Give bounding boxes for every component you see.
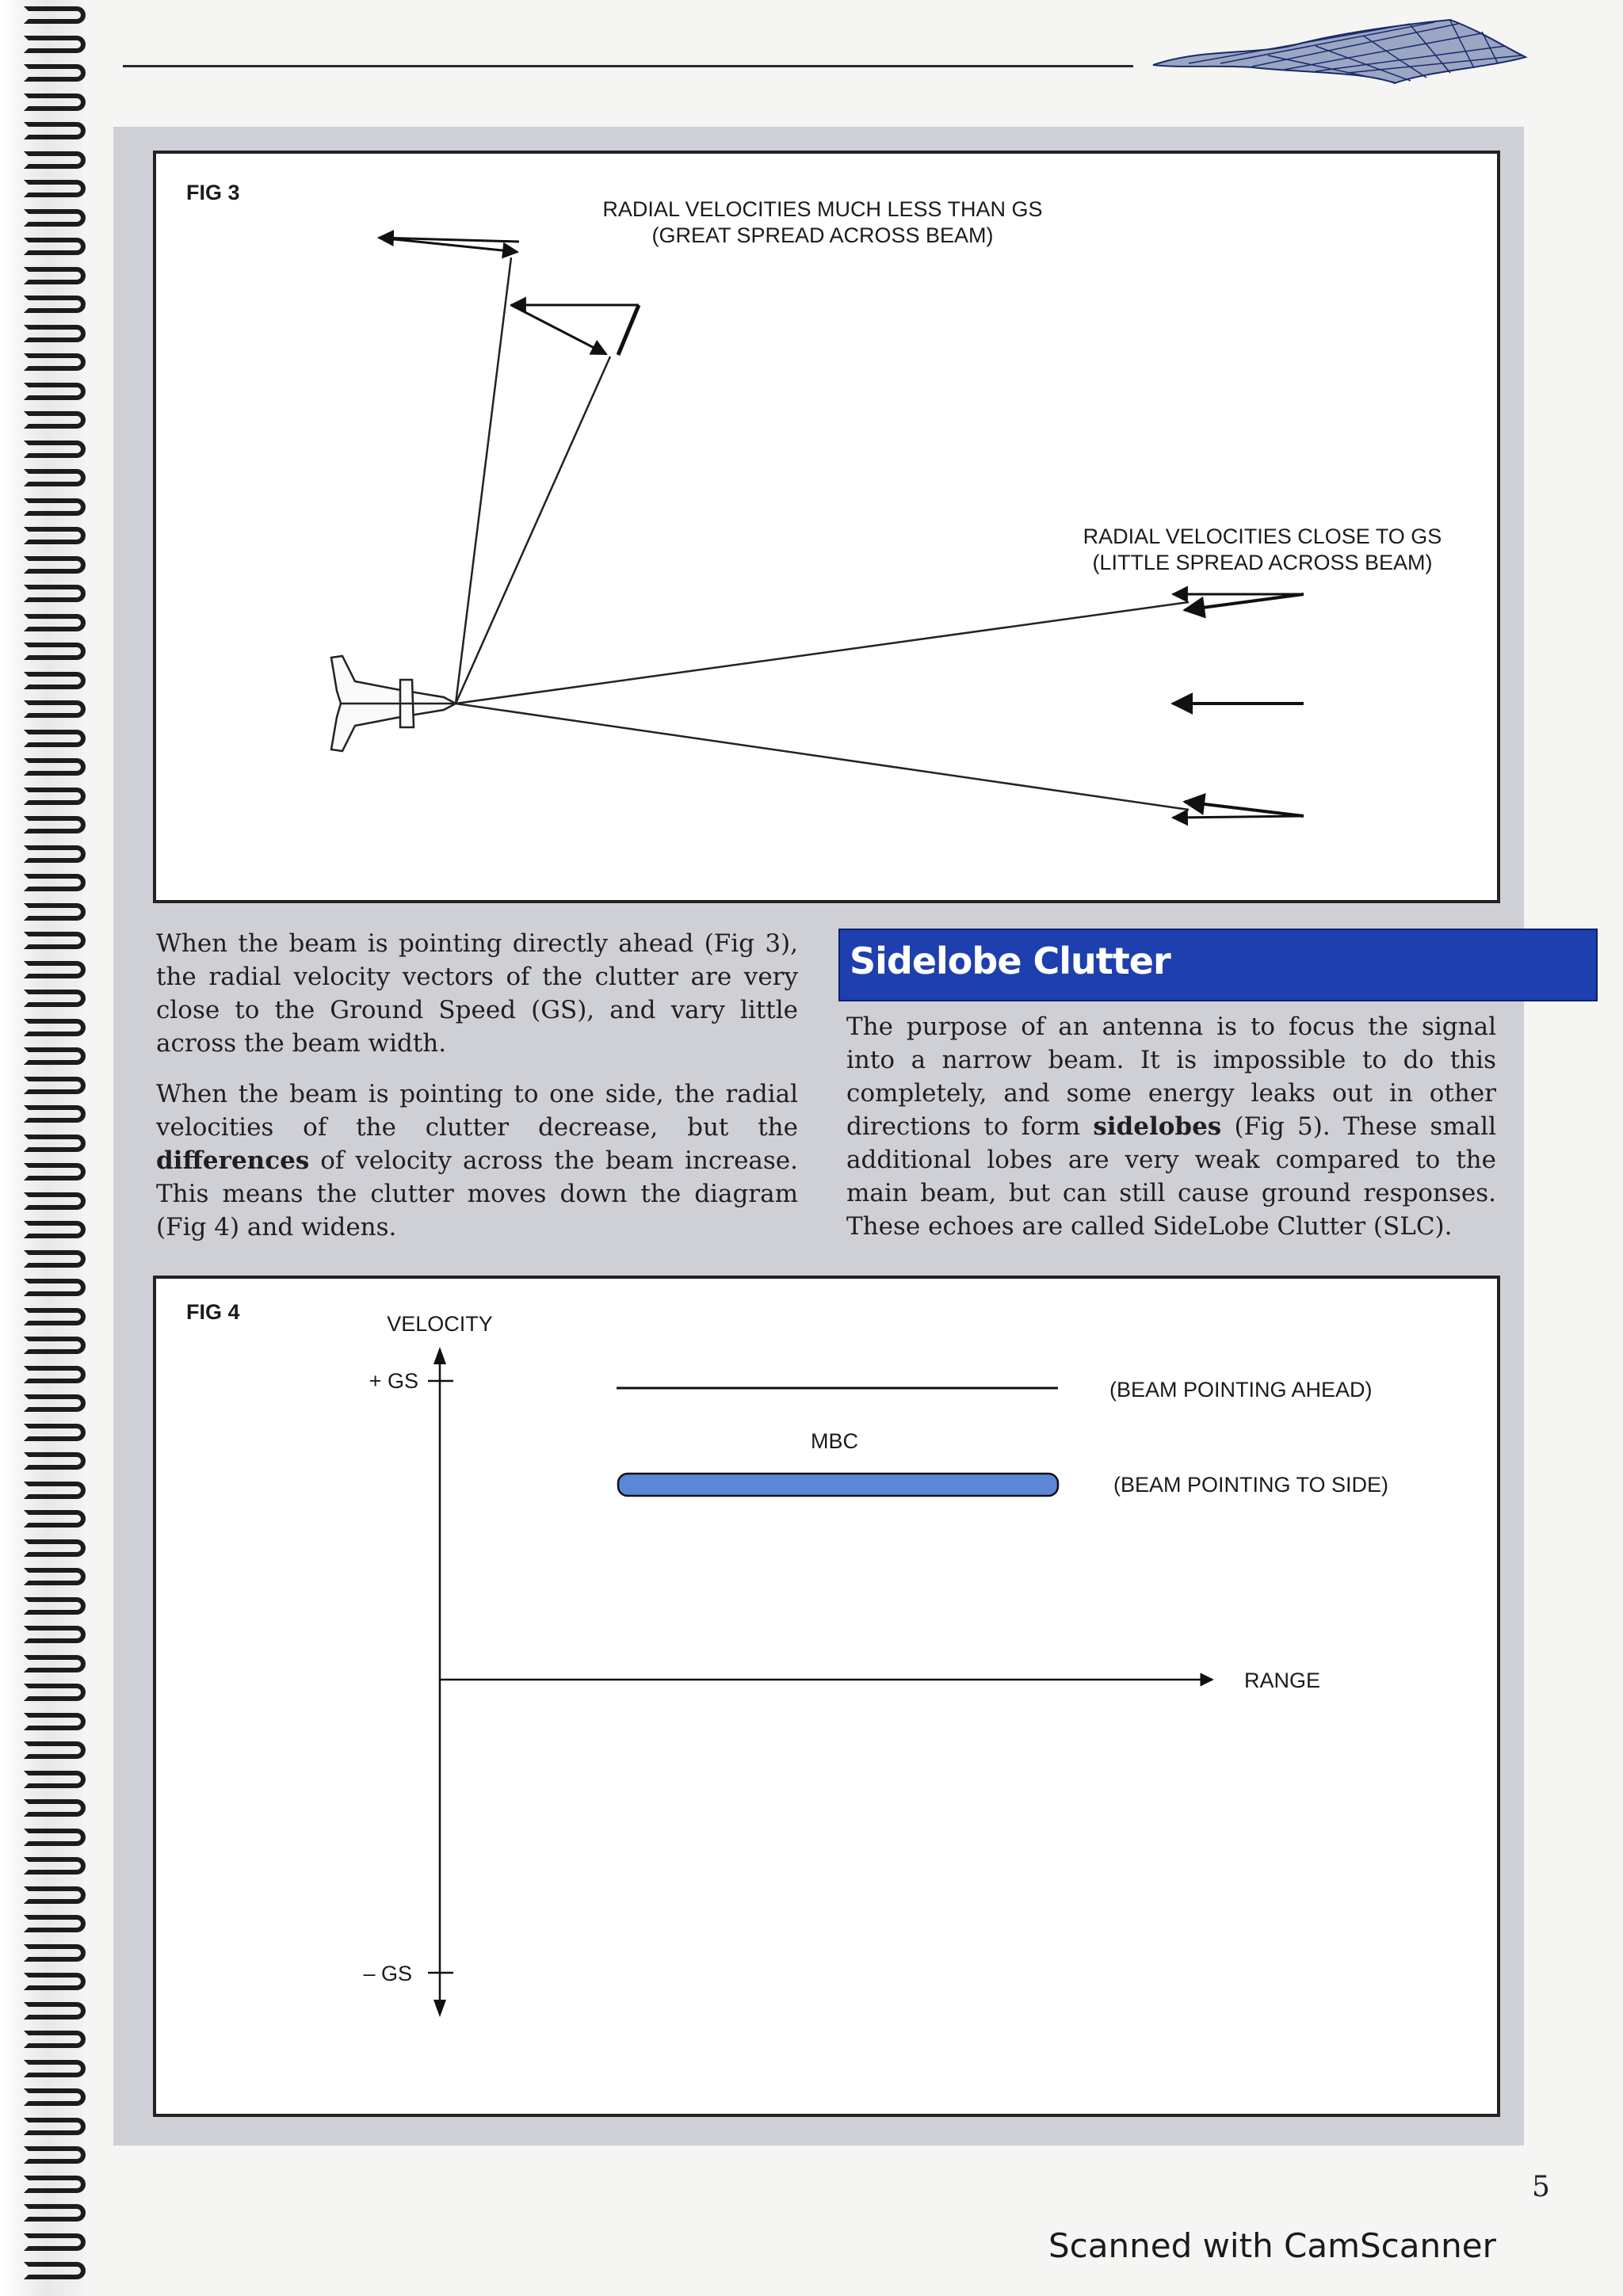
paragraph-sidelobe-part1: The purpose of an antenna is to focus the signal into a narrow beam. It is impossible to do this completely, and some energy leaks out in other directions to form [846,1013,1496,1141]
fig3-caption-top-line1: RADIAL VELOCITIES MUCH LESS THAN GS [602,197,1043,221]
paragraph-beam-side-part2: of velocity across the beam increase. This means the clutter moves down the diagram (Fig 4) and widens. [156,1146,798,1241]
paragraph-sidelobe-bold: sidelobes [1093,1112,1222,1141]
paragraph-beam-ahead: When the beam is pointing directly ahead (Fig 3), the radial velocity vectors of the clutter are very close to the Ground Speed (GS), and vary little across the beam width. [156,929,798,1058]
mbc-label: MBC [811,1429,858,1453]
fig3-caption-right-line2: (LITTLE SPREAD ACROSS BEAM) [1092,551,1433,574]
page-number: 5 [1532,2171,1550,2203]
minus-gs-tick-label: – GS [363,1962,412,1985]
fig3-caption-right-line1: RADIAL VELOCITIES CLOSE TO GS [1083,524,1442,548]
plus-gs-tick-label: + GS [369,1369,418,1393]
section-heading: Sidelobe Clutter [850,940,1170,982]
paragraph-beam-side-bold: differences [156,1146,310,1175]
paragraph-beam-side-part1: When the beam is pointing to one side, the radial velocities of the clutter decrease, but the [156,1080,798,1142]
velocity-axis-label: VELOCITY [387,1312,493,1336]
range-axis-label: RANGE [1244,1669,1321,1692]
scanner-watermark: Scanned with CamScanner [1048,2226,1496,2265]
beam-ahead-label: (BEAM POINTING AHEAD) [1109,1378,1373,1402]
binding-coil [24,2262,86,2279]
binding-coil [24,2233,86,2251]
beam-side-label: (BEAM POINTING TO SIDE) [1113,1473,1389,1497]
velocity-axis-arrow-down [433,2000,446,2017]
fig4-label: FIG 4 [186,1300,240,1324]
mbc-band-beam-side [618,1474,1058,1496]
fig3-caption-top-line2: (GREAT SPREAD ACROSS BEAM) [651,223,994,247]
velocity-axis-arrow-up [433,1347,446,1364]
fig3-label: FIG 3 [186,181,240,204]
paragraph-sidelobe-part2: (Fig 5). These small additional lobes are very weak compared to the main beam, but can still cause ground responses. These echoes are called SideLobe Clutter (SLC). [846,1112,1496,1241]
